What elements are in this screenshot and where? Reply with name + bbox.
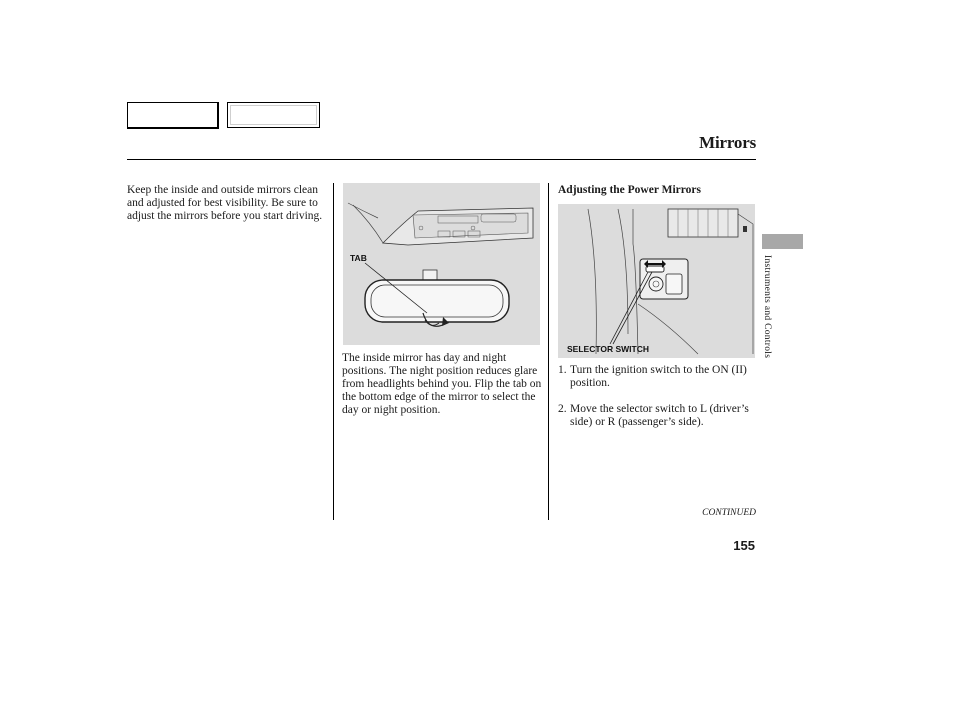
- nav-box-next[interactable]: [227, 102, 320, 128]
- inside-mirror-paragraph: The inside mirror has day and night positions. The night position reduces glare from headlights behind you. Flip the tab on the bottom edge of the mirror to select the day or night position.: [342, 352, 542, 416]
- page-title: Mirrors: [699, 133, 756, 152]
- column-divider-right: [548, 183, 549, 520]
- section-label: Instruments and Controls: [762, 255, 772, 359]
- inside-mirror-illustration: [343, 183, 540, 345]
- step-2: [558, 403, 758, 429]
- power-mirrors-heading: Adjusting the Power Mirrors: [558, 184, 701, 196]
- step-number: 2.: [558, 403, 567, 415]
- nav-box-previous[interactable]: [127, 102, 219, 129]
- selector-switch-illustration: [558, 204, 755, 358]
- continued-note: CONTINUED: [702, 508, 756, 518]
- step-text: Move the selector switch to L (driver’s side) or R (passenger’s side).: [570, 403, 749, 428]
- selector-switch-figure: [558, 204, 755, 358]
- intro-paragraph: Keep the inside and outside mirrors clean and adjusted for best visibility. Be sure to adjust the mirrors before you start driving.: [127, 184, 323, 222]
- title-rule: [127, 159, 756, 160]
- page-number: 155: [733, 538, 755, 553]
- selector-switch-label: SELECTOR SWITCH: [567, 344, 650, 354]
- inside-mirror-figure: [343, 183, 540, 345]
- step-text: Turn the ignition switch to the ON (II) position.: [570, 364, 747, 389]
- section-tab-marker: [762, 234, 803, 249]
- step-1: [558, 364, 758, 390]
- column-divider-left: [333, 183, 334, 520]
- tab-label: TAB: [350, 253, 367, 263]
- step-number: 1.: [558, 364, 567, 376]
